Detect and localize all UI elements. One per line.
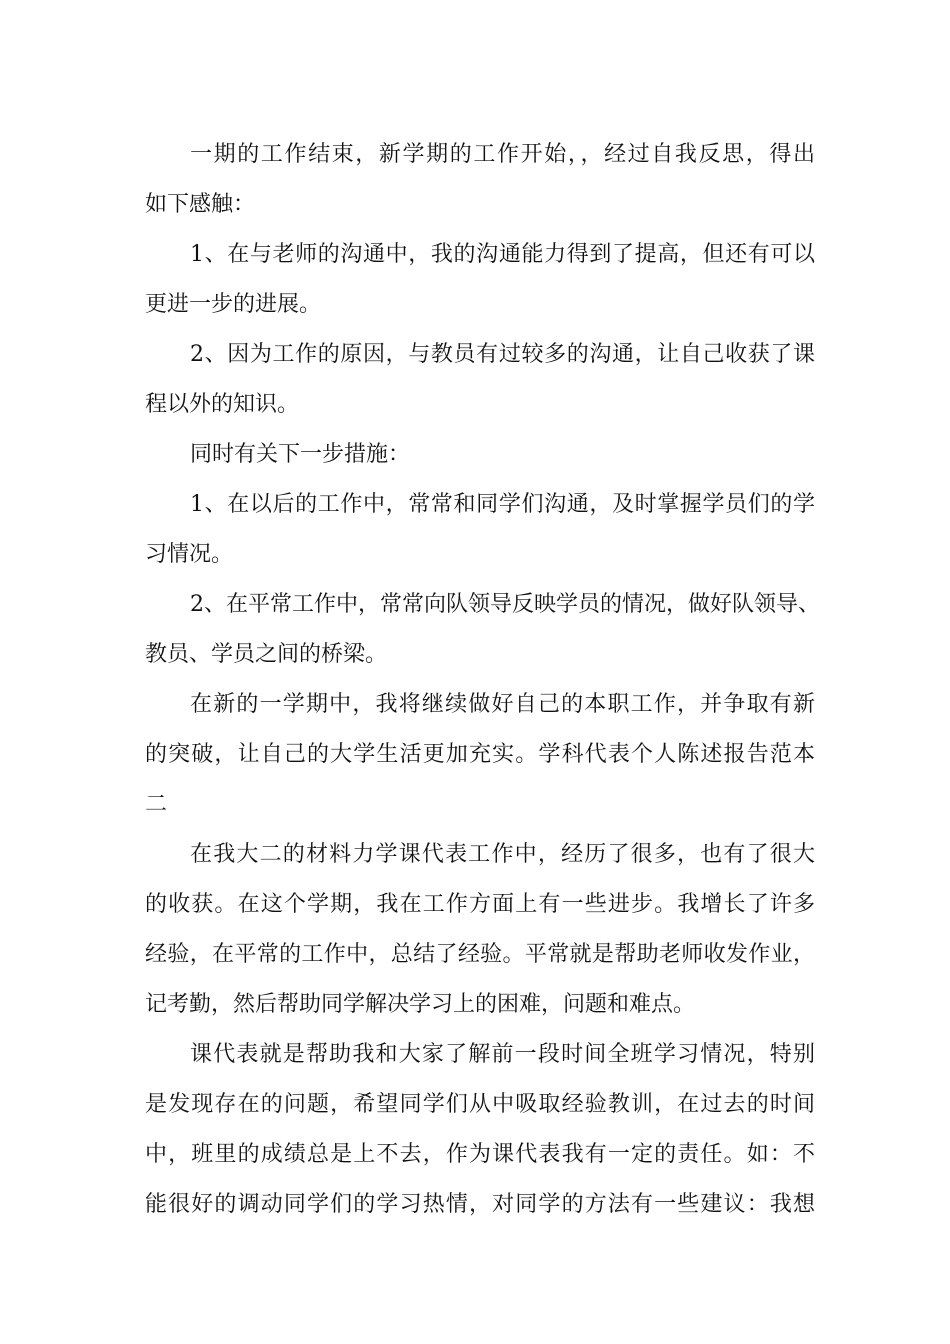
text-line: 是发现存在的问题，希望同学们从中吸取经验教训，在过去的时间 (145, 1092, 815, 1117)
text-line: 记考勤，然后帮助同学解决学习上的困难，问题和难点。 (145, 992, 696, 1017)
paragraph-reflection-intro (145, 130, 815, 230)
text-line: 2、因为工作的原因，与教员有过较多的沟通，让自己收获了课 (190, 342, 815, 367)
text-line: 的收获。在这个学期，我在工作方面上有一些进步。我增长了许多 (145, 892, 815, 917)
text-line: 1、在与老师的沟通中，我的沟通能力得到了提高，但还有可以 (190, 242, 815, 267)
text-line: 在我大二的材料力学课代表工作中，经历了很多，也有了很大 (190, 842, 815, 867)
paragraph-new-semester (145, 680, 815, 830)
text-line: 教员、学员之间的桥梁。 (145, 642, 388, 667)
text-line: 能很好的调动同学们的学习热情，对同学的方法有一些建议：我想 (145, 1192, 815, 1217)
document-body (145, 130, 820, 1230)
text-line: 程以外的知识。 (145, 392, 300, 417)
paragraph-next-steps-heading (145, 430, 815, 480)
text-line: 2、在平常工作中，常常向队领导反映学员的情况，做好队领导、 (190, 592, 820, 617)
text-line: 一期的工作结束，新学期的工作开始，，经过自我反思，得出 (190, 142, 815, 167)
text-line: 习情况。 (145, 542, 234, 567)
paragraph-rep-role (145, 1030, 815, 1230)
paragraph-sophomore-work (145, 830, 815, 1030)
paragraph-reflection-1 (145, 230, 815, 330)
text-line: 中，班里的成绩总是上不去，作为课代表我有一定的责任。如：不 (145, 1142, 815, 1167)
text-line: 如下感触： (145, 192, 256, 217)
text-line: 二 (145, 792, 168, 817)
text-line: 更进一步的进展。 (145, 292, 322, 317)
text-line: 在新的一学期中，我将继续做好自己的本职工作，并争取有新 (190, 692, 815, 717)
text-line: 1、在以后的工作中，常常和同学们沟通，及时掌握学员们的学 (190, 492, 815, 517)
text-line: 课代表就是帮助我和大家了解前一段时间全班学习情况，特别 (190, 1042, 815, 1067)
paragraph-measure-2 (145, 580, 820, 680)
paragraph-measure-1 (145, 480, 815, 580)
text-line: 同时有关下一步措施： (190, 442, 411, 467)
text-line: 的突破，让自己的大学生活更加充实。学科代表个人陈述报告范本 (145, 742, 815, 767)
text-line: 经验，在平常的工作中，总结了经验。平常就是帮助老师收发作业， (145, 942, 815, 967)
paragraph-reflection-2 (145, 330, 815, 430)
